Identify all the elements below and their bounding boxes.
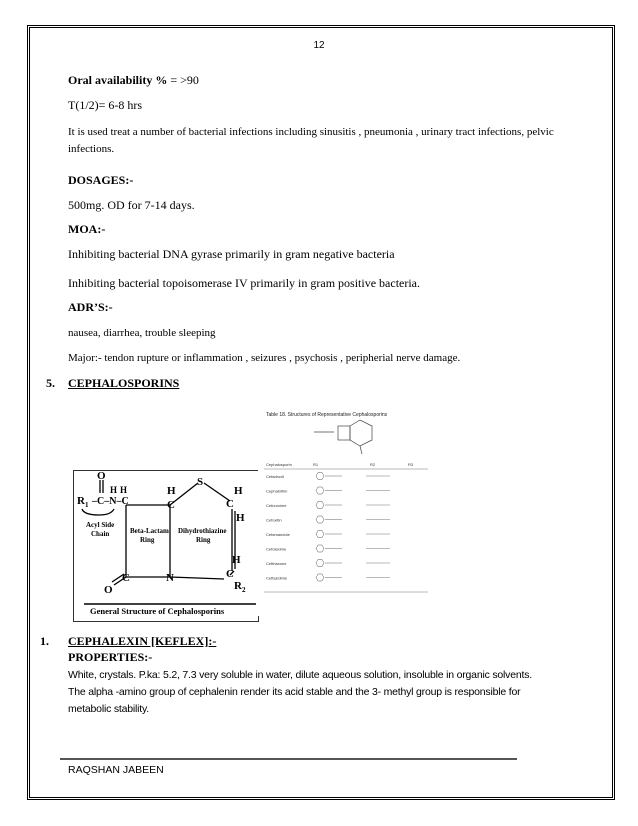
table-col-4: R3 (408, 462, 414, 467)
atom-h-6: H (232, 554, 241, 566)
section-5-number: 5. (46, 376, 55, 390)
atom-o-lactam: O (104, 584, 113, 596)
atom-o-top: O (97, 471, 106, 482)
dosages-heading: DOSAGES:- (68, 173, 134, 187)
half-life: T(1/2)= 6-8 hrs (68, 98, 143, 112)
dihydro-label-1: Dihydrothiazine (178, 527, 227, 535)
acyl-label-1: Acyl Side (86, 521, 115, 529)
atom-c-bottom: C (226, 568, 234, 580)
atom-h-3: H (167, 485, 176, 497)
cephalexin-number: 1. (40, 634, 49, 648)
adr-line-1: nausea, diarrhea, trouble sleeping (68, 327, 216, 339)
table-row-label: Cefadroxil (266, 474, 285, 479)
footer-author: RAQSHAN JABEEN (68, 764, 164, 776)
beta-lactam-label-1: Beta-Lactam (130, 527, 169, 535)
table-row-label: Cefamandole (266, 532, 290, 537)
beta-lactam-label-2: Ring (140, 536, 155, 544)
r1-label: $R_1$ (77, 495, 89, 509)
table-row-label: Ceftriaxone (266, 561, 287, 566)
table-col-1: Cephalosporin (266, 462, 292, 467)
table-row-label: Cefoxitin (266, 517, 282, 523)
cephalosporin-table-diagram (258, 408, 433, 616)
atom-h-4: H (234, 485, 243, 497)
table-row-label: Cefotaxime (266, 546, 287, 552)
cephalosporin-structure-diagram (74, 471, 258, 621)
oral-availability-label: Oral availability % (68, 73, 168, 87)
dosages-text: 500mg. OD for 7-14 days. (68, 198, 195, 212)
table-row-label: Cefuroxime (266, 503, 287, 508)
atom-c-lactam: C (122, 572, 130, 584)
oral-availability-value: = >90 (167, 73, 199, 87)
atom-s: S (197, 476, 204, 488)
acyl-atoms: –C–N–C (92, 496, 129, 507)
atom-h-1: H (110, 485, 118, 495)
uses-paragraph: It is used treat a number of bacterial infections including sinusitis , pneumonia , urinary tract infections, pelvic infections. (68, 126, 554, 155)
r2-label: $R_2$ (234, 580, 246, 594)
figure-caption: General Structure of Cephalosporins (90, 606, 225, 616)
table-col-2: R1 (313, 462, 319, 467)
moa-line-1: Inhibiting bacterial DNA gyrase primarily in gram negative bacteria (68, 247, 395, 261)
atom-h-2: H (120, 485, 128, 495)
properties-line-3: metabolic stability. (68, 703, 150, 715)
atom-c-right: C (226, 498, 234, 510)
adr-heading: ADR’S:- (68, 300, 113, 314)
table-col-3: R2 (370, 462, 376, 467)
table-title: Table 18. Structures of Representative Cephalosporins (266, 412, 388, 418)
properties-line-1: White, crystals. P.ka: 5.2, 7.3 very soluble in water, dilute aqueous solution, insoluble in organic solvents. (68, 669, 532, 681)
footer-rule (60, 758, 517, 760)
cephalexin-title: CEPHALEXIN [KEFLEX]:- (68, 634, 217, 648)
page-number: 12 (313, 40, 325, 51)
table-row-label: Cephalothin (266, 488, 288, 494)
atom-h-5: H (236, 512, 245, 524)
cephalosporin-table-figure (258, 408, 433, 616)
moa-line-2: Inhibiting bacterial topoisomerase IV primarily in gram positive bacteria. (68, 276, 421, 290)
dihydro-label-2: Ring (196, 536, 211, 544)
adr-line-2: Major:- tendon rupture or inflammation , seizures , psychosis , peripherial nerve damage. (68, 352, 461, 364)
oral-availability-line (68, 73, 199, 88)
properties-heading: PROPERTIES:- (68, 650, 153, 664)
properties-line-2: The alpha -amino group of cephalenin render its acid stable and the 3- methyl group is responsible for (68, 686, 521, 698)
table-row-label: Ceftazidime (266, 575, 288, 581)
atom-c-ring: C (167, 499, 175, 511)
atom-n: N (166, 572, 174, 584)
cephalosporin-structure-figure (73, 470, 259, 622)
acyl-label-2: Chain (91, 530, 110, 538)
section-5-title: CEPHALOSPORINS (68, 376, 180, 390)
moa-heading: MOA:- (68, 222, 106, 236)
